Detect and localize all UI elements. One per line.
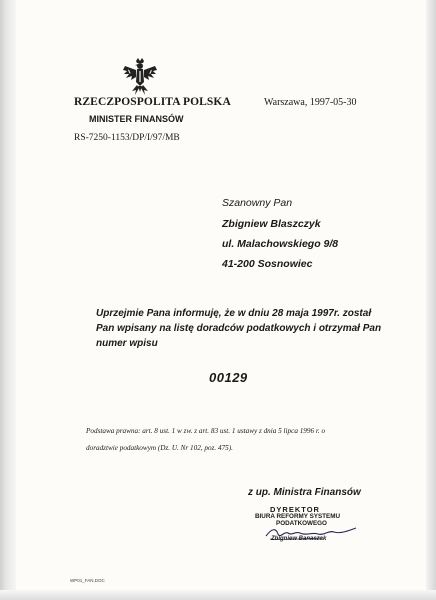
stamp-name: Zbigniew Banaszak xyxy=(271,536,327,542)
stamp-title: DYREKTOR xyxy=(270,505,320,514)
recipient-street: ul. Malachowskiego 9/8 xyxy=(222,238,339,250)
country-name: RZECZPOSPOLITA POLSKA xyxy=(74,96,231,108)
recipient-name: Zbigniew Blaszczyk xyxy=(222,218,321,230)
on-behalf-line: z up. Ministra Finansów xyxy=(248,487,361,498)
stamp-department: BIURA REFORMY SYSTEMU xyxy=(255,513,341,520)
body-line: Pan wpisany na listę doradców podatkowych i otrzymał Pan xyxy=(96,323,382,334)
legal-basis-line: Podstawa prawna: art. 8 ust. 1 w zw. z art. 83 ust. 1 ustawy z dnia 5 lipca 1996 r. o xyxy=(86,427,326,435)
recipient-salutation: Szanowny Pan xyxy=(222,197,293,209)
legal-basis-line: doradztwie podatkowym (Dz. U. Nr 102, poz. 475). xyxy=(86,444,233,452)
place-date: Warszawa, 1997-05-30 xyxy=(264,97,357,108)
registration-number: 00129 xyxy=(209,370,248,385)
scan-edge-right xyxy=(426,0,436,600)
reference-number: RS-7250-1153/DP/I/97/MB xyxy=(74,133,180,143)
recipient-city: 41-200 Sosnowiec xyxy=(222,258,313,270)
legal-basis xyxy=(86,423,386,457)
letter-body xyxy=(96,306,384,351)
office-name: MINISTER FINANSÓW xyxy=(89,114,184,124)
polish-eagle-emblem-icon xyxy=(122,58,158,96)
file-label: WP01_FAN.DOC xyxy=(70,578,105,583)
stamp-department: PODATKOWEGO xyxy=(276,520,327,527)
body-line: Uprzejmie Pana informuję, że w dniu 28 maja 1997r. został xyxy=(96,308,372,319)
scan-edge-left xyxy=(0,0,16,600)
scan-edge-bottom xyxy=(0,590,436,600)
body-line: numer wpisu xyxy=(96,338,158,349)
